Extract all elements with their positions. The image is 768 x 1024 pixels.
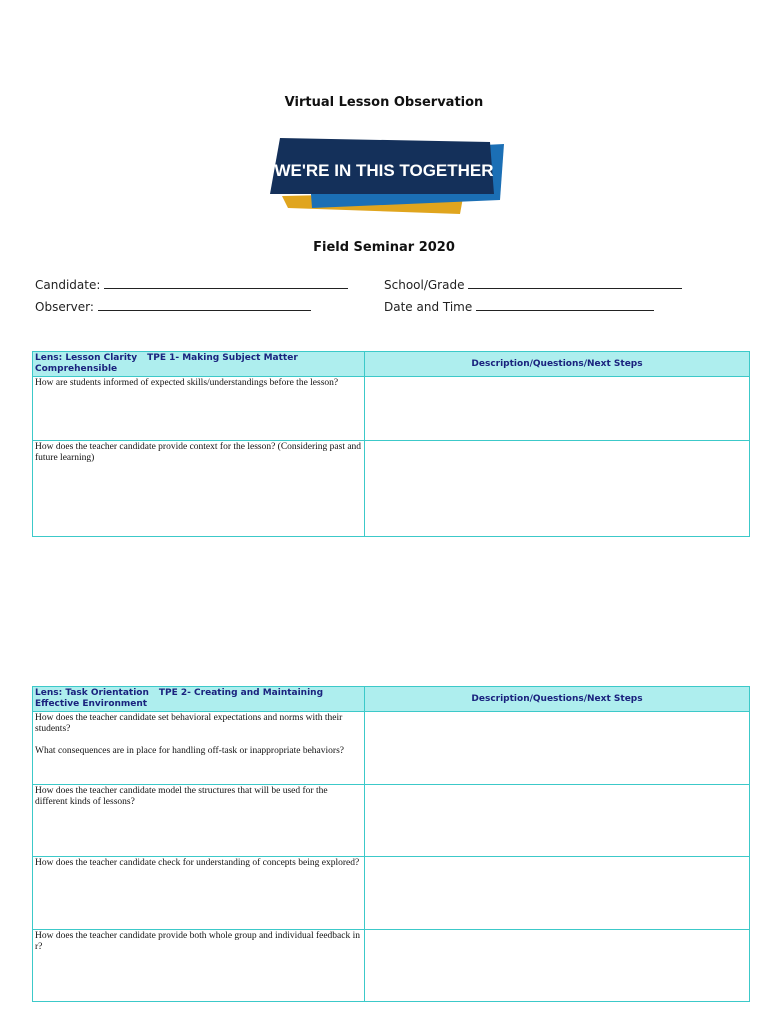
school-grade-label: School/Grade <box>384 278 465 292</box>
observer-label: Observer: <box>35 300 94 314</box>
school-grade-field[interactable] <box>384 277 682 292</box>
question-cell: How does the teacher candidate check for understanding of concepts being explored? <box>33 857 365 930</box>
response-cell[interactable] <box>365 930 750 1002</box>
response-cell[interactable] <box>365 377 750 441</box>
candidate-label: Candidate: <box>35 278 101 292</box>
observer-line[interactable] <box>98 299 311 311</box>
observer-field[interactable] <box>35 299 311 314</box>
response-cell[interactable] <box>365 785 750 857</box>
question-cell: How are students informed of expected skills/understandings before the lesson? <box>33 377 365 441</box>
together-logo <box>268 136 508 218</box>
lesson-clarity-table <box>32 351 750 537</box>
seminar-title: Field Seminar 2020 <box>313 240 455 255</box>
lens-label: Lens: Task Orientation <box>35 688 149 698</box>
task-orientation-table <box>32 686 750 1002</box>
school-grade-line[interactable] <box>468 277 682 289</box>
question-cell <box>33 712 365 785</box>
question-text: How does the teacher candidate set behavioral expectations and norms with their students? <box>35 713 343 734</box>
date-time-field[interactable] <box>384 299 654 314</box>
date-time-label: Date and Time <box>384 300 473 314</box>
candidate-field[interactable] <box>35 277 348 292</box>
question-cell: How does the teacher candidate model the structures that will be used for the different kinds of lessons? <box>33 785 365 857</box>
date-time-line[interactable] <box>476 299 654 311</box>
question-cell: How does the teacher candidate provide both whole group and individual feedback in r? <box>33 930 365 1002</box>
response-cell[interactable] <box>365 441 750 537</box>
candidate-line[interactable] <box>104 277 348 289</box>
logo-text: WE'RE IN THIS TOGETHER <box>274 161 494 180</box>
tpe-label: TPE 2- Creating and Maintaining Effective Environment <box>35 688 324 709</box>
lens-label: Lens: Lesson Clarity <box>35 353 138 363</box>
document-title: Virtual Lesson Observation <box>284 95 484 110</box>
lens-header <box>33 687 365 712</box>
question-text: What consequences are in place for handling off-task or inappropriate behaviors? <box>35 746 344 756</box>
description-header: Description/Questions/Next Steps <box>365 352 750 377</box>
question-cell: How does the teacher candidate provide context for the lesson? (Considering past and future learning) <box>33 441 365 537</box>
lens-header <box>33 352 365 377</box>
tpe-label: TPE 1- Making Subject Matter Comprehensible <box>35 353 298 374</box>
response-cell[interactable] <box>365 712 750 785</box>
description-header: Description/Questions/Next Steps <box>365 687 750 712</box>
response-cell[interactable] <box>365 857 750 930</box>
